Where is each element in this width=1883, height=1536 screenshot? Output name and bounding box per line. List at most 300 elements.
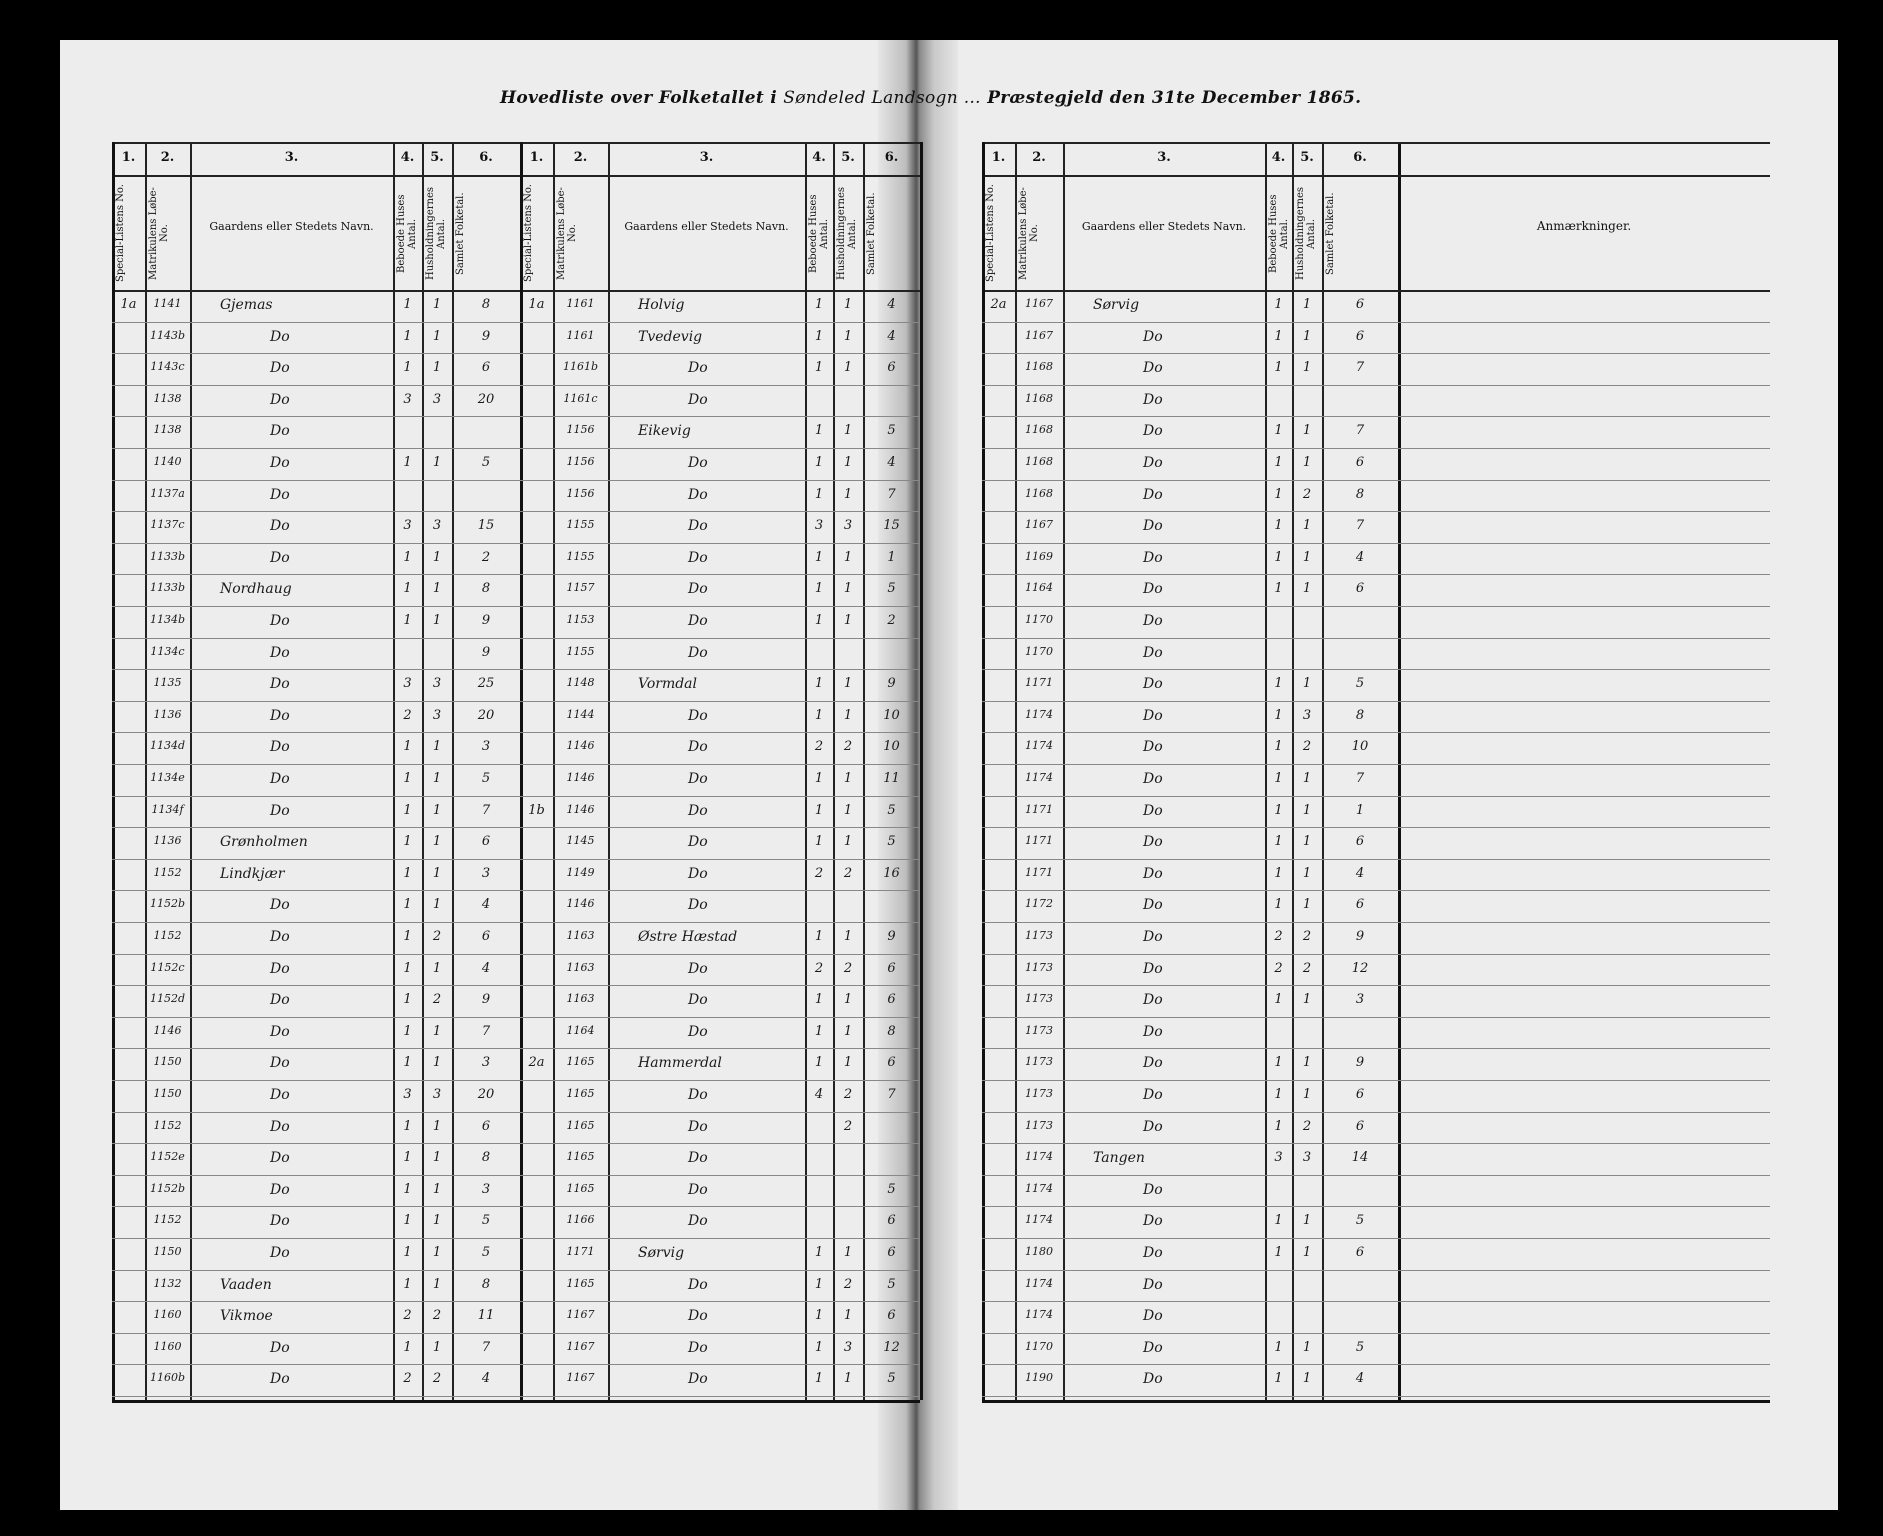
right-households-count: 1 — [1302, 865, 1312, 881]
right-households-count: 3 — [1302, 1150, 1312, 1166]
remarks-row-rule — [1398, 353, 1770, 354]
left-households-count: 3 — [432, 676, 442, 692]
mid-farm-name: Do — [688, 802, 708, 819]
left-row-rule — [112, 511, 520, 512]
left-houses-count: 3 — [403, 518, 412, 534]
mid-column-header: Husholdningernes Antal. — [836, 186, 858, 281]
right-row-rule — [982, 732, 1398, 733]
left-population-total: 3 — [481, 739, 491, 755]
right-households-count: 1 — [1302, 549, 1312, 565]
mid-matrikel-no: 1146 — [566, 739, 595, 753]
left-houses-count: 1 — [403, 1276, 412, 1292]
left-matrikel-no: 1152c — [150, 960, 185, 974]
left-farm-name: Do — [270, 360, 290, 377]
mid-matrikel-no: 1167 — [566, 1308, 595, 1322]
mid-population-total: 5 — [887, 1276, 896, 1292]
mid-matrikel-no: 1155 — [566, 644, 595, 658]
right-row-rule — [982, 322, 1398, 323]
right-matrikel-no: 1174 — [1025, 1150, 1053, 1164]
left-farm-name: Do — [270, 1023, 290, 1040]
mid-column-header: Beboede Huses Antal. — [808, 194, 830, 273]
mid-houses-count: 1 — [814, 549, 824, 565]
right-households-count: 3 — [1302, 707, 1312, 723]
right-houses-count: 2 — [1274, 929, 1283, 944]
remarks-row-rule — [1398, 669, 1770, 670]
left-population-total: 5 — [481, 771, 491, 786]
mid-population-total: 11 — [883, 771, 900, 786]
mid-population-total: 7 — [887, 486, 896, 502]
left-column-number: 3. — [284, 150, 299, 165]
right-column-header: Beboede Huses Antal. — [1268, 194, 1290, 273]
left-matrikel-no: 1134c — [150, 644, 185, 658]
mid-row-rule — [520, 416, 920, 417]
mid-households-count: 2 — [843, 960, 853, 976]
right-population-total: 6 — [1355, 328, 1365, 344]
left-row-rule — [112, 985, 520, 986]
mid-farm-name: Do — [688, 486, 708, 503]
right-population-total: 5 — [1355, 676, 1365, 692]
right-population-total: 6 — [1355, 897, 1365, 913]
left-population-total: 3 — [481, 1055, 491, 1071]
right-matrikel-no: 1169 — [1025, 549, 1053, 563]
mid-matrikel-no: 1165 — [566, 1276, 595, 1290]
mid-population-total: 6 — [887, 1213, 896, 1229]
mid-row-rule — [520, 1238, 920, 1239]
right-population-total: 6 — [1355, 834, 1365, 850]
left-households-count: 3 — [432, 707, 442, 723]
left-row-rule — [112, 922, 520, 923]
remarks-row-rule — [1398, 1301, 1770, 1302]
mid-row-rule — [520, 606, 920, 607]
mid-row-rule — [520, 1333, 920, 1334]
left-households-count: 1 — [432, 328, 442, 344]
left-houses-count: 1 — [403, 771, 412, 786]
left-households-count: 1 — [432, 1055, 442, 1071]
left-matrikel-no: 1137c — [150, 518, 185, 532]
mid-houses-count: 1 — [814, 328, 824, 344]
mid-row-rule — [520, 543, 920, 544]
left-houses-count: 1 — [403, 739, 412, 755]
right-households-count: 1 — [1302, 771, 1312, 786]
mid-matrikel-no: 1163 — [566, 960, 595, 974]
right-farm-name: Do — [1143, 1371, 1163, 1388]
mid-special-list-no: 1a — [528, 297, 545, 312]
mid-households-count: 1 — [843, 992, 853, 1008]
mid-farm-name: Do — [688, 360, 708, 377]
title-printed-start: Hovedliste over Folketallet i — [500, 88, 778, 108]
left-row-rule — [112, 1048, 520, 1049]
right-population-total: 9 — [1355, 929, 1365, 944]
mid-farm-name: Do — [688, 1213, 708, 1230]
right-households-count: 1 — [1302, 455, 1312, 470]
right-houses-count: 1 — [1274, 328, 1283, 344]
mid-households-count: 1 — [843, 581, 853, 597]
mid-households-count: 1 — [843, 549, 853, 565]
mid-row-rule — [520, 353, 920, 354]
left-farm-name: Do — [270, 1087, 290, 1103]
remarks-row-rule — [1398, 922, 1770, 923]
left-matrikel-no: 1137a — [150, 486, 185, 500]
left-matrikel-no: 1138 — [153, 391, 182, 405]
left-population-total: 5 — [481, 1213, 491, 1229]
right-population-total: 7 — [1355, 423, 1365, 439]
right-houses-count: 1 — [1274, 897, 1283, 913]
remarks-row-rule — [1398, 1333, 1770, 1334]
mid-farm-name: Do — [688, 1308, 708, 1325]
right-farm-name: Do — [1143, 929, 1163, 945]
left-row-rule — [112, 669, 520, 670]
mid-population-total: 8 — [887, 1023, 896, 1039]
left-houses-count: 1 — [403, 360, 412, 376]
left-population-total: 7 — [481, 802, 491, 818]
right-row-rule — [982, 859, 1398, 860]
left-matrikel-no: 1152 — [153, 865, 182, 879]
mid-top-rule — [520, 142, 920, 144]
right-farm-name: Do — [1143, 581, 1163, 598]
right-matrikel-no: 1170 — [1025, 644, 1053, 658]
left-houses-count: 1 — [403, 834, 412, 850]
mid-matrikel-no: 1164 — [566, 1023, 595, 1037]
right-households-count: 2 — [1302, 929, 1312, 944]
mid-column-header: Matrikulens Løbe-No. — [556, 187, 578, 280]
left-row-rule — [112, 954, 520, 955]
mid-population-total: 10 — [883, 739, 900, 755]
mid-houses-count: 4 — [814, 1087, 824, 1102]
left-houses-count: 1 — [403, 455, 412, 470]
mid-farm-name: Tvedevig — [638, 328, 703, 345]
left-row-rule — [112, 1112, 520, 1113]
mid-matrikel-no: 1156 — [566, 423, 595, 437]
left-row-rule — [112, 890, 520, 891]
left-row-rule — [112, 416, 520, 417]
right-matrikel-no: 1173 — [1025, 1023, 1053, 1037]
remarks-row-rule — [1398, 732, 1770, 733]
mid-farm-name: Do — [688, 581, 708, 598]
mid-houses-count: 1 — [814, 1371, 824, 1387]
right-row-rule — [982, 1048, 1398, 1049]
right-households-count: 1 — [1302, 1371, 1312, 1387]
right-col-line — [1063, 142, 1065, 1400]
mid-farm-name: Do — [688, 960, 708, 977]
left-matrikel-no: 1160 — [153, 1339, 182, 1353]
right-matrikel-no: 1171 — [1025, 802, 1053, 816]
left-row-rule — [112, 1143, 520, 1144]
right-matrikel-no: 1170 — [1025, 1339, 1053, 1353]
right-bottom-rule — [982, 1400, 1398, 1403]
right-matrikel-no: 1171 — [1025, 834, 1053, 848]
right-column-header: Samlet Folketal. — [1325, 192, 1336, 275]
right-farm-name: Do — [1143, 1339, 1163, 1356]
right-population-total: 4 — [1355, 549, 1365, 565]
mid-households-count: 2 — [843, 865, 853, 881]
left-houses-count: 2 — [403, 1308, 412, 1324]
mid-row-rule — [520, 1396, 920, 1397]
left-houses-count: 1 — [403, 1245, 412, 1260]
right-row-rule — [982, 1080, 1398, 1081]
left-households-count: 1 — [432, 865, 442, 881]
left-matrikel-no: 1134b — [149, 613, 186, 626]
left-houses-count: 1 — [403, 1055, 412, 1071]
mid-households-count: 1 — [843, 1245, 853, 1260]
right-row-rule — [982, 890, 1398, 891]
right-population-total: 8 — [1355, 707, 1365, 723]
left-population-total: 9 — [481, 644, 491, 660]
remarks-row-rule — [1398, 511, 1770, 512]
mid-farm-name: Do — [688, 834, 708, 851]
right-farm-name: Tangen — [1093, 1150, 1145, 1167]
right-matrikel-no: 1190 — [1025, 1371, 1053, 1385]
left-households-count: 1 — [432, 771, 442, 786]
left-farm-name: Do — [270, 644, 290, 661]
right-row-rule — [982, 1017, 1398, 1018]
remarks-header-rule — [1398, 290, 1770, 292]
left-houses-count: 1 — [403, 328, 412, 344]
remarks-row-rule — [1398, 1270, 1770, 1271]
left-matrikel-no: 1134e — [150, 771, 185, 784]
left-farm-name: Do — [270, 1371, 290, 1388]
right-column-header: Special-Listens No. — [985, 184, 996, 283]
mid-column-header: Gaardens eller Stedets Navn. — [624, 220, 789, 233]
left-farm-name: Do — [270, 549, 290, 566]
mid-row-rule — [520, 796, 920, 797]
mid-matrikel-no: 1163 — [566, 929, 595, 942]
left-households-count: 1 — [432, 1023, 442, 1039]
title-printed-end: Præstegjeld den 31te December 1865. — [987, 88, 1362, 108]
mid-households-count: 1 — [843, 1055, 853, 1071]
mid-matrikel-no: 1153 — [566, 613, 595, 626]
left-row-rule — [112, 1175, 520, 1176]
left-column-number: 5. — [430, 150, 444, 165]
left-households-count: 2 — [432, 929, 442, 944]
mid-houses-count: 1 — [814, 834, 824, 850]
right-col-line — [982, 142, 985, 1400]
left-households-count: 1 — [432, 739, 442, 755]
left-houses-count: 1 — [403, 297, 412, 312]
left-households-count: 1 — [432, 834, 442, 850]
remarks-row-rule — [1398, 480, 1770, 481]
right-farm-name: Do — [1143, 644, 1163, 661]
mid-row-rule — [520, 385, 920, 386]
right-row-rule — [982, 480, 1398, 481]
page-title — [500, 88, 1400, 108]
mid-row-rule — [520, 1206, 920, 1207]
left-matrikel-no: 1135 — [153, 676, 182, 690]
right-matrikel-no: 1174 — [1025, 1181, 1053, 1195]
left-farm-name: Nordhaug — [220, 581, 292, 598]
mid-row-rule — [520, 1301, 920, 1302]
right-households-count: 1 — [1302, 360, 1312, 376]
left-population-total: 8 — [481, 297, 491, 312]
mid-houses-count: 1 — [814, 581, 824, 597]
right-row-rule — [982, 796, 1398, 797]
left-houses-count: 1 — [403, 613, 412, 628]
mid-row-rule — [520, 448, 920, 449]
right-row-rule — [982, 1301, 1398, 1302]
left-households-count: 1 — [432, 455, 442, 470]
right-row-rule — [982, 701, 1398, 702]
mid-households-count: 1 — [843, 771, 853, 786]
remarks-row-rule — [1398, 1396, 1770, 1397]
left-households-count: 1 — [432, 897, 442, 913]
left-row-rule — [112, 1333, 520, 1334]
left-houses-count: 3 — [403, 676, 412, 692]
left-column-header: Gaardens eller Stedets Navn. — [209, 220, 374, 233]
mid-row-rule — [520, 1175, 920, 1176]
mid-row-rule — [520, 1364, 920, 1365]
right-farm-name: Do — [1143, 707, 1163, 724]
left-matrikel-no: 1132 — [153, 1276, 182, 1290]
left-farm-name: Do — [270, 486, 290, 503]
left-farm-name: Do — [270, 1150, 290, 1167]
right-farm-name: Do — [1143, 518, 1163, 535]
remarks-row-rule — [1398, 543, 1770, 544]
right-houses-count: 1 — [1274, 1339, 1283, 1355]
mid-farm-name: Do — [688, 1371, 708, 1388]
right-row-rule — [982, 385, 1398, 386]
right-households-count: 1 — [1302, 897, 1312, 913]
left-houses-count: 1 — [403, 1023, 412, 1039]
left-matrikel-no: 1152b — [149, 1181, 186, 1195]
left-bottom-rule — [112, 1400, 520, 1403]
right-farm-name: Do — [1143, 1181, 1163, 1198]
mid-column-number: 1. — [529, 150, 544, 165]
left-houses-count: 1 — [403, 1213, 412, 1229]
left-houses-count: 1 — [403, 549, 412, 565]
remarks-row-rule — [1398, 416, 1770, 417]
left-matrikel-no: 1133b — [149, 549, 186, 563]
right-matrikel-no: 1168 — [1025, 391, 1053, 405]
right-row-rule — [982, 1175, 1398, 1176]
left-column-header: Matrikulens Løbe-No. — [148, 187, 170, 280]
right-row-rule — [982, 1206, 1398, 1207]
left-population-total: 4 — [481, 960, 491, 976]
mid-matrikel-no: 1155 — [566, 549, 595, 563]
right-column-number: 6. — [1353, 150, 1367, 165]
left-households-count: 1 — [432, 360, 442, 376]
right-farm-name: Do — [1143, 771, 1163, 787]
right-households-count: 1 — [1302, 676, 1312, 692]
mid-farm-name: Do — [688, 865, 708, 882]
right-column-number: 5. — [1300, 150, 1314, 165]
right-population-total: 6 — [1355, 581, 1365, 597]
mid-row-rule — [520, 322, 920, 323]
mid-houses-count: 1 — [814, 802, 824, 818]
left-houses-count: 1 — [403, 865, 412, 881]
right-matrikel-no: 1167 — [1025, 297, 1053, 310]
right-special-list-no: 2a — [990, 297, 1007, 312]
right-houses-count: 1 — [1274, 360, 1283, 376]
mid-households-count: 1 — [843, 834, 853, 850]
right-farm-name: Do — [1143, 960, 1163, 977]
left-row-rule — [112, 1238, 520, 1239]
right-column-header: Husholdningernes Antal. — [1295, 186, 1317, 281]
right-population-total: 7 — [1355, 771, 1365, 786]
left-population-total: 8 — [481, 1150, 491, 1166]
left-population-total: 2 — [481, 549, 491, 565]
left-farm-name: Do — [270, 676, 290, 693]
left-row-rule — [112, 1017, 520, 1018]
mid-houses-count: 1 — [814, 676, 824, 692]
mid-farm-name: Do — [688, 1023, 708, 1040]
left-row-rule — [112, 1270, 520, 1271]
right-households-count: 1 — [1302, 1213, 1312, 1229]
mid-matrikel-no: 1166 — [566, 1213, 595, 1227]
left-col-line — [112, 142, 115, 1400]
mid-population-total: 5 — [887, 581, 896, 597]
mid-houses-count: 2 — [814, 865, 824, 881]
right-row-rule — [982, 985, 1398, 986]
left-special-list-no: 1a — [120, 297, 137, 312]
remarks-row-rule — [1398, 796, 1770, 797]
mid-row-rule — [520, 638, 920, 639]
mid-households-count: 2 — [843, 1276, 853, 1292]
left-matrikel-no: 1160b — [149, 1371, 186, 1385]
right-houses-count: 1 — [1274, 1371, 1283, 1387]
right-matrikel-no: 1168 — [1025, 455, 1053, 468]
left-farm-name: Do — [270, 897, 290, 914]
mid-matrikel-no: 1146 — [566, 897, 595, 911]
right-matrikel-no: 1167 — [1025, 328, 1053, 342]
right-farm-name: Do — [1143, 802, 1163, 819]
left-farm-name: Do — [270, 1213, 290, 1230]
right-column-header: Gaardens eller Stedets Navn. — [1081, 220, 1247, 233]
right-houses-count: 1 — [1274, 455, 1283, 470]
mid-households-count: 1 — [843, 423, 853, 439]
left-farm-name: Vikmoe — [220, 1308, 273, 1325]
mid-households-count: 1 — [843, 297, 853, 312]
mid-population-total: 9 — [887, 929, 896, 944]
left-row-rule — [112, 701, 520, 702]
remarks-row-rule — [1398, 701, 1770, 702]
left-farm-name: Do — [270, 613, 290, 629]
left-matrikel-no: 1134f — [151, 802, 184, 816]
title-handwritten: Søndeled Landsogn … — [783, 88, 981, 108]
mid-households-count: 1 — [843, 1308, 853, 1324]
left-row-rule — [112, 322, 520, 323]
mid-households-count: 2 — [843, 739, 853, 755]
mid-population-total: 5 — [887, 1181, 896, 1197]
left-households-count: 1 — [432, 549, 442, 565]
left-matrikel-no: 1152 — [153, 1118, 182, 1132]
left-row-rule — [112, 1206, 520, 1207]
left-row-rule — [112, 1396, 520, 1397]
mid-population-total: 4 — [887, 328, 896, 344]
right-population-total: 6 — [1355, 1118, 1365, 1134]
remarks-row-rule — [1398, 1364, 1770, 1365]
mid-farm-name: Do — [688, 992, 708, 1009]
mid-farm-name: Holvig — [638, 297, 685, 313]
mid-houses-count: 1 — [814, 455, 824, 470]
mid-row-rule — [520, 922, 920, 923]
right-row-rule — [982, 954, 1398, 955]
mid-row-rule — [520, 1080, 920, 1081]
left-col-line — [190, 142, 192, 1400]
left-row-rule — [112, 543, 520, 544]
right-households-count: 1 — [1302, 802, 1312, 818]
right-matrikel-no: 1173 — [1025, 929, 1053, 942]
left-matrikel-no: 1152 — [153, 929, 182, 942]
remarks-row-rule — [1398, 985, 1770, 986]
left-farm-name: Do — [270, 802, 290, 819]
mid-matrikel-no: 1161 — [566, 328, 595, 342]
right-population-total: 6 — [1355, 1087, 1365, 1102]
left-matrikel-no: 1143b — [149, 328, 186, 342]
mid-farm-name: Eikevig — [638, 423, 691, 440]
right-matrikel-no: 1174 — [1025, 739, 1053, 753]
left-header-rule — [112, 290, 520, 292]
mid-farm-name: Do — [688, 897, 708, 914]
mid-households-count: 3 — [843, 1339, 853, 1355]
